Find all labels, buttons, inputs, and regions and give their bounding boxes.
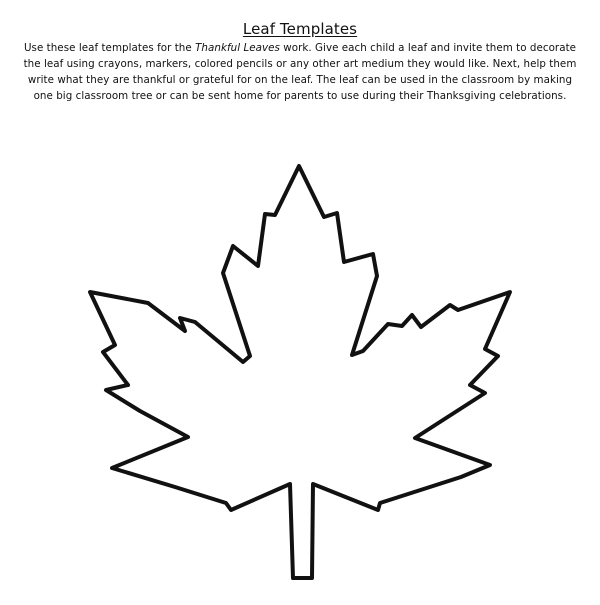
page-title: Leaf Templates (242, 20, 358, 38)
intro-text-italic: Thankful Leaves (195, 42, 280, 54)
maple-leaf-shape (90, 166, 510, 578)
intro-text-start: Use these leaf templates for the (23, 42, 196, 54)
intro-text-end: work. Give each child a leaf and invite them to decorate the leaf using crayons, markers, colored pencils or any other art medium they would like. Next, help them write what they are thankful or grateful for on the leaf. The leaf can be used in the classroom by making one big classroom tree or can be sent home for parents to use during their Thanksgiving celebrations. (23, 42, 577, 102)
